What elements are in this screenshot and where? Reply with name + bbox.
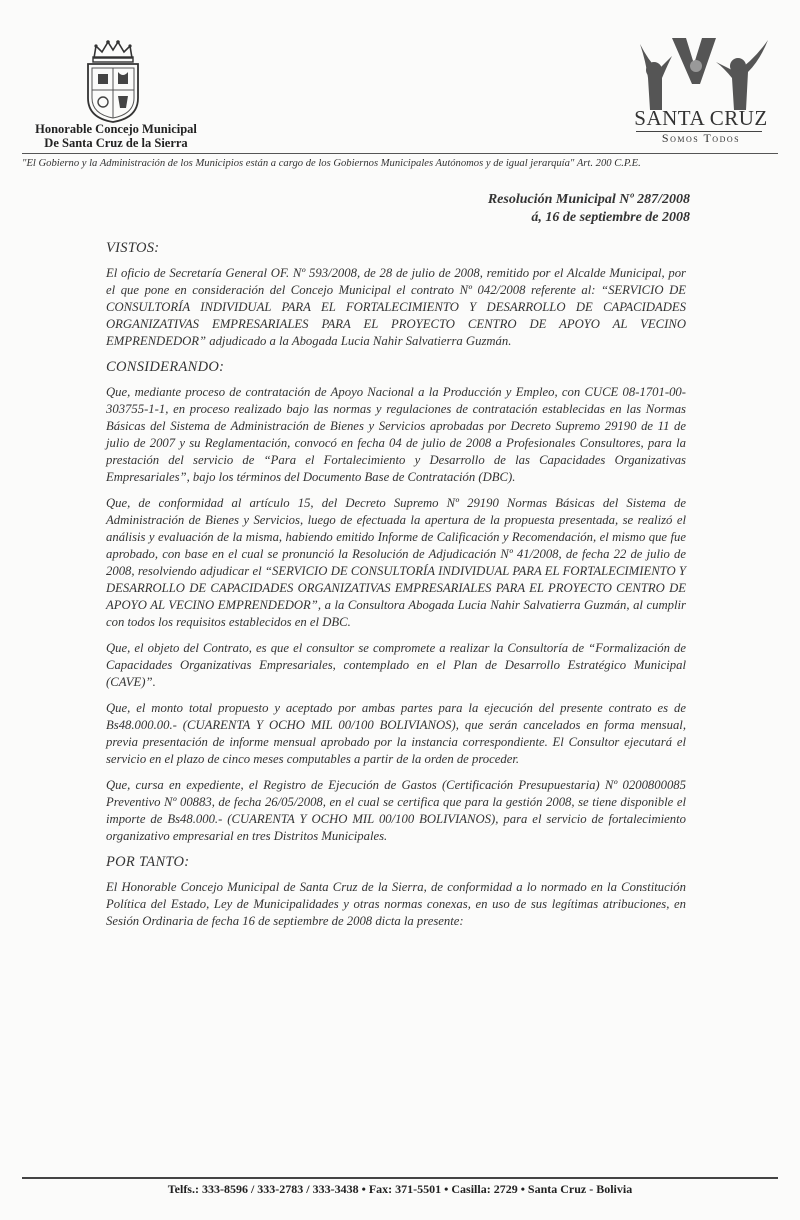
logo-slogan: Somos Todos bbox=[661, 131, 741, 145]
considerando-paragraph-2: Que, de conformidad al artículo 15, del Decreto Supremo Nº 29190 Normas Básicas del Sistema de Administración de Bienes y Servicios, luego de efectuada la apertura de la propuesta presentada, se realizó el análisis y evaluación de la misma, habiendo emitido Informe de Calificación y Recomendación, el mismo que fue aprobado, con base en el cual se pronunció la Resolución de Adjudicación Nº 41/2008, de fecha 22 de julio de 2008, resolviendo adjudicar el “SERVICIO DE CONSULTORÍA INDIVIDUAL PARA EL FORTALECIMIENTO Y DESARROLLO DE CAPACIDADES ORGANIZATIVAS EMPRESARIALES PARA EL PROYECTO CENTRO DE APOYO AL VECINO EMPRENDEDOR”, a la Consultora Abogada Lucia Nahir Salvatierra Guzmán, al cumplir con todos los requisitos establecidos en el DBC. bbox=[106, 496, 686, 629]
vistos-paragraph: El oficio de Secretaría General OF. Nº 593/2008, de 28 de julio de 2008, remitido por el Alcalde Municipal, por el que pone en consideración del Concejo Municipal el contrato Nº 042/2008 referente al: “SERVICIO DE CONSULTORÍA INDIVIDUAL PARA EL FORTALECIMIENTO Y DESARROLLO DE CAPACIDADES ORGANIZATIVAS EMPRESARIALES PARA EL PROYECTO CENTRO DE APOYO AL VECINO EMPRENDEDOR” adjudicado a la Abogada Lucia Nahir Salvatierra Guzmán. bbox=[106, 266, 686, 348]
resolution-header bbox=[488, 191, 690, 227]
resolution-title: Resolución Municipal Nº 287/2008 bbox=[487, 192, 690, 207]
constitution-motto: "El Gobierno y la Administración de los Municipios están a cargo de los Gobiernos Municipales Autónomos y de igual jerarquía" Art. 200 C.P.E. bbox=[22, 158, 641, 169]
considerando-paragraph-5: Que, cursa en expediente, el Registro de Ejecución de Gastos (Certificación Presupuestaria) Nº 0200800085 Preventivo Nº 00883, de fecha 26/05/2008, en el cual se certifica que para la gestión 2008, se tiene disponible el importe de Bs48.000.- (CUARENTA Y OCHO MIL 00/100 BOLIVIANOS), para el servicio de fortalecimiento organizativo empresarial en tres Distritos Municipales. bbox=[106, 778, 686, 843]
considerando-paragraph-3: Que, el objeto del Contrato, es que el consultor se compromete a realizar la Consultoría de “Formalización de Capacidades Organizativas Empresariales, contemplado en el Plan de Desarrollo Estratégico Municipal (CAVE)”. bbox=[106, 641, 686, 689]
santa-cruz-logo-icon bbox=[628, 34, 778, 112]
por-tanto-paragraph: El Honorable Concejo Municipal de Santa Cruz de la Sierra, de conformidad a lo normado en la Constitución Política del Estado, Ley de Municipalidades y otras normas conexas, en uso de sus legítimas atribuciones, en Sesión Ordinaria de fecha 16 de septiembre de 2008 dicta la presente: bbox=[106, 880, 686, 928]
coat-of-arms-icon bbox=[82, 38, 144, 124]
document-body bbox=[106, 240, 686, 939]
logo-name: SANTA CRUZ bbox=[634, 106, 768, 130]
footer-rule bbox=[22, 1177, 778, 1179]
council-line-2: De Santa Cruz de la Sierra bbox=[44, 136, 188, 150]
header-rule bbox=[22, 153, 778, 154]
considerando-paragraph-1: Que, mediante proceso de contratación de Apoyo Nacional a la Producción y Empleo, con CUCE 08-1701-00-303755-1-1, en proceso realizado bajo las normas y regulaciones de contratación establecidas en las Normas Básicas del Sistema de Administración de Bienes y Servicios aprobadas por Decreto Supremo 29190 de 11 de julio de 2007 y su Reglamentación, convocó en fecha 04 de julio de 2008 a Profesionales Consultores, para la prestación del servicio de “Para el Fortalecimiento y Desarrollo de las Capacidades Organizativas Empresariales”, bajo los términos del Documento Base de Contratación (DBC). bbox=[106, 385, 686, 484]
footer-contact: Telfs.: 333-8596 / 333-2783 / 333-3438 • Fax: 371-5501 • Casilla: 2729 • Santa Cruz - Bolivia bbox=[167, 1182, 633, 1196]
resolution-date: á, 16 de septiembre de 2008 bbox=[531, 210, 690, 225]
section-heading-vistos: VISTOS: bbox=[106, 240, 160, 256]
section-heading-considerando: CONSIDERANDO: bbox=[106, 359, 225, 375]
council-line-1: Honorable Concejo Municipal bbox=[35, 122, 197, 136]
section-heading-por-tanto: POR TANTO: bbox=[106, 854, 190, 870]
considerando-paragraph-4: Que, el monto total propuesto y aceptado por ambas partes para la ejecución del presente contrato es de Bs48.000.00.- (CUARENTA Y OCHO MIL 00/100 BOLIVIANOS), que serán cancelados en forma mensual, previa presentación de informe mensual aprobado por la instancia correspondiente. El Consultor ejecutará el servicio en el plazo de cinco meses computables a partir de la orden de proceder. bbox=[106, 701, 686, 766]
council-name bbox=[16, 122, 216, 150]
